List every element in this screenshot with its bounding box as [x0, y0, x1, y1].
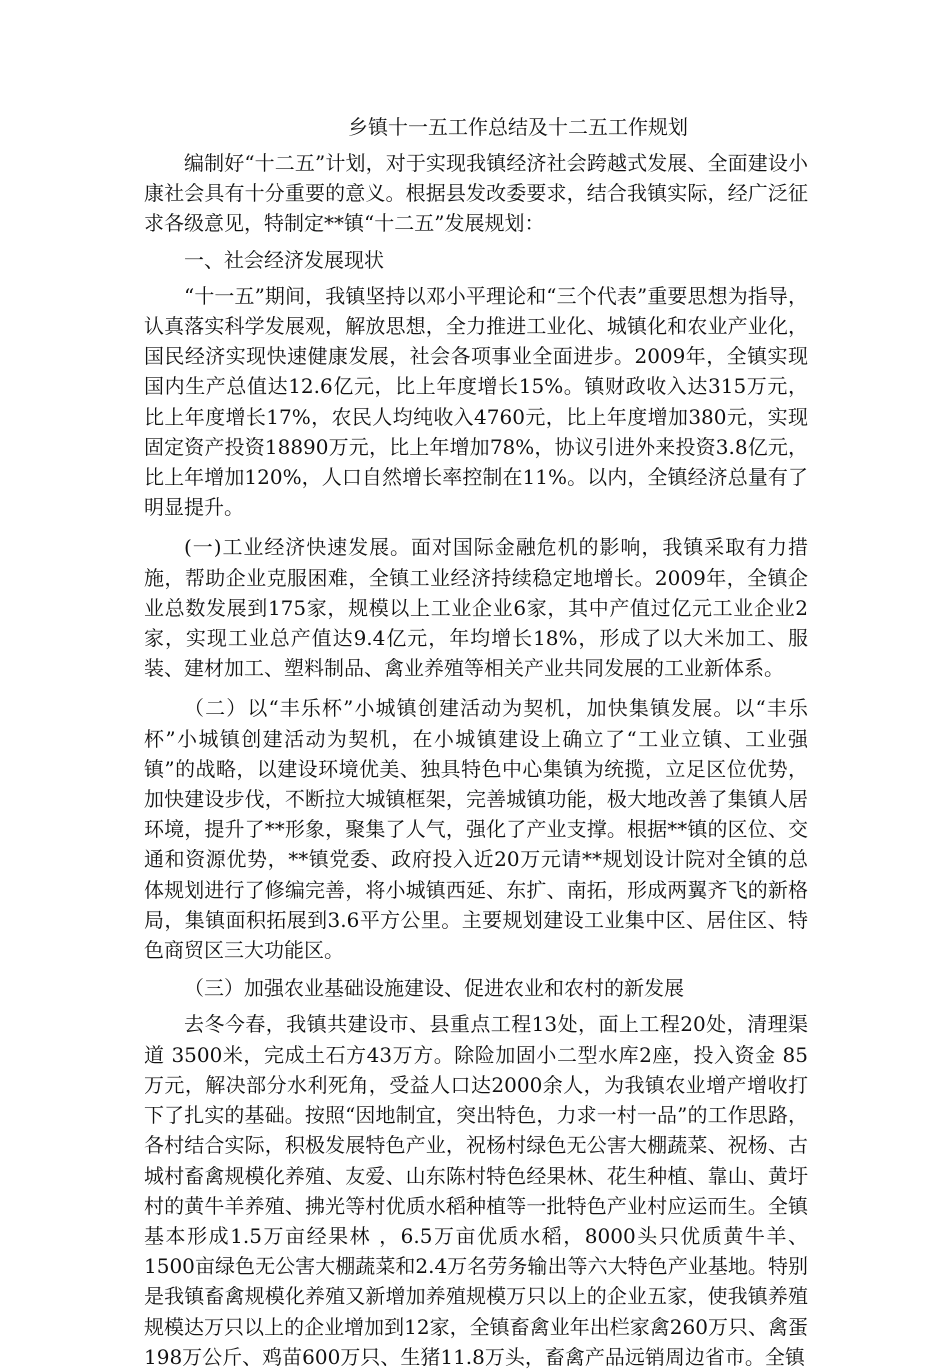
paragraph-agriculture: 去冬今春，我镇共建设市、县重点工程13处，面上工程20处，清理渠道 3500米，完成土石方43万方。除险加固小二型水库2座，投入资金 85万元，解决部分水利死角，受益人口达2000余人，为我镇农业增产增收打下了扎实的基础。按照“因地制宜，突出特色，力求一村一品”的工作思路，各村结合实际，积极发展特色产业，祝杨村绿色无公害大棚蔬菜、祝杨、古城村畜禽规模化养殖、友爱、山东陈村特色经果林、花生种植、靠山、黄圩村的黄牛羊养殖、拂光等村优质水稻种植等一批特色产业村应运而生。全镇基本形成1.5万亩经果林 ，6.5万亩优质水稻，8000头只优质黄牛羊、1500亩绿色无公害大棚蔬菜和2.4万名劳务输出等六大特色产业基地。特别是我镇畜禽规模化养殖又新增加养殖规模万只以上的企业五家，使我镇养殖规模达万只以上的企业增加到12家，全镇畜禽业年出栏家禽260万只、禽蛋198万公斤、鸡苗600万只、生猪11.8万头，畜禽产品远销周边省市。全镇 [144, 1012, 808, 1369]
section-heading-1: 一、社会经济发展现状 [184, 247, 384, 272]
section-heading-agriculture: （三）加强农业基础设施建设、促进农业和农村的新发展 [184, 976, 684, 1001]
paragraph-overview: “十一五”期间，我镇坚持以邓小平理论和“三个代表”重要思想为指导，认真落实科学发展观，解放思想，全力推进工业化、城镇化和农业产业化，国民经济实现快速健康发展，社会各项事业全面进步。2009年，全镇实现国内生产总值达12.6亿元，比上年度增长15%。镇财政收入达315万元，比上年度增长17%，农民人均纯收入4760元，比上年度增加380元，实现固定资产投资18890万元，比上年增加78%，协议引进外来投资3.8亿元，比上年增加120%，人口自然增长率控制在11%。以内，全镇经济总量有了明显提升。 [144, 283, 808, 520]
paragraph-industry: (一)工业经济快速发展。面对国际金融危机的影响，我镇采取有力措施，帮助企业克服困难，全镇工业经济持续稳定地增长。2009年，全镇企业总数发展到175家，规模以上工业企业6家，其中产值过亿元工业企业2家，实现工业总产值达9.4亿元，年均增长18%，形成了以大米加工、服装、建材加工、塑料制品、禽业养殖等相关产业共同发展的工业新体系。 [144, 535, 808, 681]
paragraph-town-development: （二）以“丰乐杯”小城镇创建活动为契机，加快集镇发展。以“丰乐杯”小城镇创建活动为契机，在小城镇建设上确立了“工业立镇、工业强镇”的战略，以建设环境优美、独具特色中心集镇为统揽，立足区位优势，加快建设步伐，不断拉大城镇框架，完善城镇功能，极大地改善了集镇人居环境，提升了**形象，聚集了人气，强化了产业支撑。根据**镇的区位、交通和资源优势，**镇党委、政府投入近20万元请**规划设计院对全镇的总体规划进行了修编完善，将小城镇西延、东扩、南拓，形成两翼齐飞的新格局，集镇面积拓展到3.6平方公里。主要规划建设工业集中区、居住区、特色商贸区三大功能区。 [144, 696, 808, 963]
document-title: 乡镇十一五工作总结及十二五工作规划 [348, 115, 688, 139]
document-page [144, 112, 808, 1372]
intro-paragraph: 编制好“十二五”计划，对于实现我镇经济社会跨越式发展、全面建设小康社会具有十分重要的意义。根据县发改委要求，结合我镇实际，经广泛征求各级意见，特制定**镇“十二五”发展规划： [144, 151, 808, 236]
